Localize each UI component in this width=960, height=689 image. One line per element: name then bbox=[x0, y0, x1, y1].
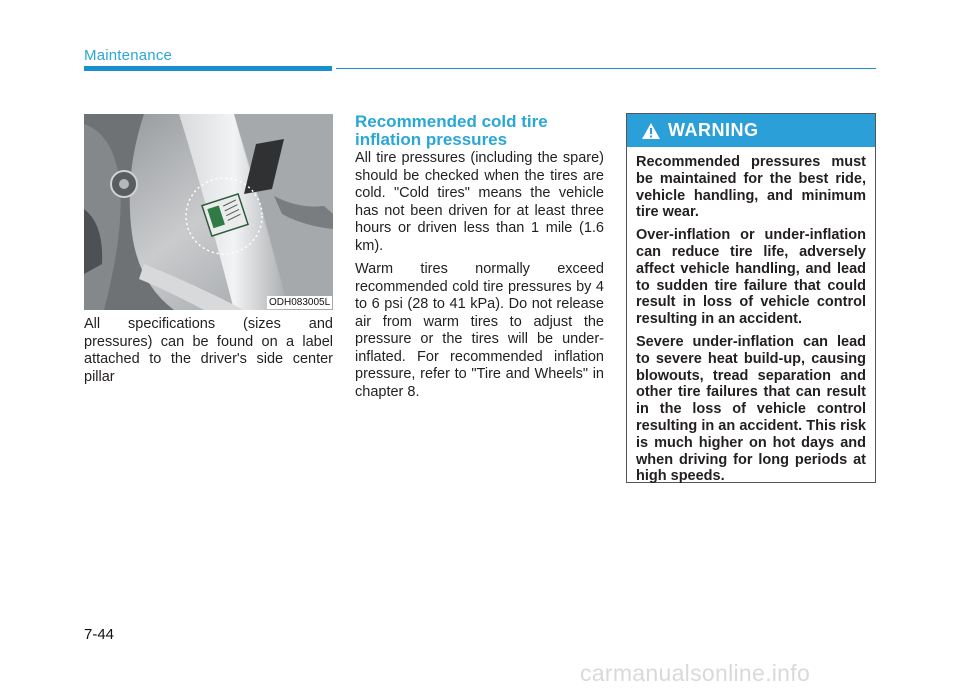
warning-paragraph: Severe under-inflation can lead to severe heat build-up, causing blowouts, tread separation and other tire failures that can result in the loss of vehicle control resulting in an accident. This risk is much higher on hot days and when driving for long periods at high speeds. bbox=[636, 333, 866, 485]
label-location-text: All specifications (sizes and pressures) can be found on a label attached to the driver's side center pillar bbox=[84, 316, 333, 385]
header-rule-thin bbox=[336, 68, 876, 69]
section-heading: Recommended cold tire inflation pressures bbox=[355, 112, 548, 149]
body-paragraph: Warm tires normally exceed recommended cold tire pressures by 4 to 6 psi (28 to 41 kPa). Do not release air from warm tires to adjust the pressure or the tires will be under-inflated. For recommended inflation pressure, refer to "Tire and Wheels" in chapter 8. bbox=[355, 261, 604, 400]
photo-code: ODH083005L bbox=[269, 297, 331, 308]
page-number: 7-44 bbox=[84, 626, 115, 643]
warning-paragraph: Over-inflation or under-inflation can reduce tire life, adversely affect vehicle handling, and lead to sudden tire failure that could result in loss of vehicle control resulting in an accident. bbox=[636, 227, 866, 328]
warning-paragraph: Recommended pressures must be maintained for the best ride, vehicle handling, and minimum tire wear. bbox=[636, 154, 866, 221]
warning-header bbox=[627, 114, 875, 147]
watermark: carmanualsonline.info bbox=[580, 660, 811, 686]
section-title: Maintenance bbox=[84, 47, 173, 64]
body-paragraph: All tire pressures (including the spare) should be checked when the tires are cold. "Cold tires" means the vehicle has not been driven for at least three hours or driven less than 1 mile (1.6 km). bbox=[355, 150, 604, 254]
header-rule-thick bbox=[84, 66, 332, 71]
door-pillar-photo bbox=[84, 114, 333, 310]
warning-box bbox=[626, 113, 876, 483]
warning-body bbox=[627, 147, 875, 485]
section-body bbox=[355, 150, 604, 407]
warning-title: WARNING bbox=[668, 120, 759, 140]
warning-triangle-icon bbox=[642, 123, 660, 139]
